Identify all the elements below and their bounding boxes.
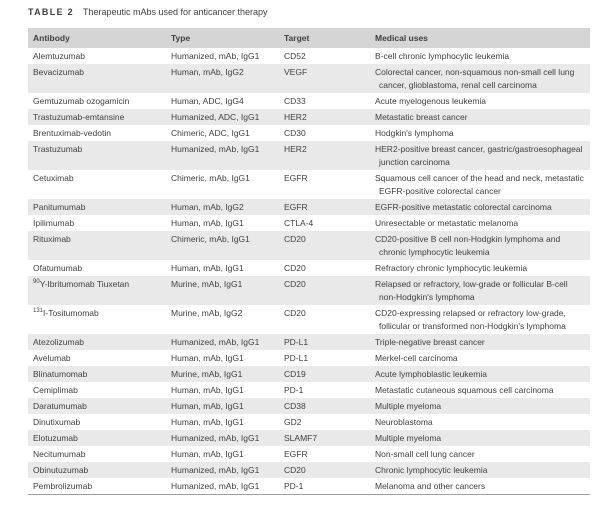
- antibody-cell: Panitumumab: [28, 199, 166, 215]
- type-cell: Human, mAb, IgG1: [171, 417, 244, 427]
- target-cell: GD2: [284, 417, 302, 427]
- table-row: [28, 215, 590, 231]
- table-row: [28, 260, 590, 276]
- antibody-cell: Alemtuzumab: [33, 51, 85, 61]
- table-row: [28, 109, 590, 125]
- uses-cell: Squamous cell cancer of the head and neck, metastatic EGFR-positive colorectal cancer: [375, 173, 584, 196]
- antibody-cell: Necitumumab: [33, 449, 86, 459]
- table-row: [28, 350, 590, 366]
- uses-cell: Relapsed or refractory, low-grade or follicular B-cell non-Hodgkin's lymphoma: [370, 276, 590, 305]
- antibody-cell: Cetuximab: [33, 173, 74, 183]
- header-row: [28, 28, 590, 48]
- target-cell: PD-L1: [279, 334, 370, 350]
- type-cell: Humanized, mAb, IgG1: [166, 462, 279, 478]
- table-row: [28, 48, 590, 64]
- table-row: [28, 382, 590, 398]
- table-row: [28, 141, 590, 170]
- uses-cell: Metastatic breast cancer: [370, 109, 590, 125]
- antibody-cell: $^{131}$I-Tositumomab: [33, 308, 99, 318]
- antibody-cell: $^{90}$Y-Ibritumomab Tiuxetan: [28, 276, 166, 305]
- target-cell: CD20: [284, 263, 306, 273]
- type-cell: Chimeric, mAb, IgG1: [166, 231, 279, 260]
- antibody-cell: Trastuzumab: [28, 141, 166, 170]
- target-cell: EGFR: [284, 449, 308, 459]
- target-cell: VEGF: [279, 64, 370, 93]
- target-cell: HER2: [279, 109, 370, 125]
- antibody-cell: Trastuzumab-emtansine: [28, 109, 166, 125]
- antibody-cell: Brentuximab-vedotin: [33, 128, 111, 138]
- antibody-cell: Gemtuzumab ozogamicin: [33, 96, 130, 106]
- antibody-cell: Daratumumab: [28, 398, 166, 414]
- type-cell: Human, mAb, IgG1: [171, 385, 244, 395]
- antibody-cell: Cemiplimab: [33, 385, 78, 395]
- type-cell: Humanized, mAb, IgG1: [166, 141, 279, 170]
- target-cell: CD20: [279, 276, 370, 305]
- type-cell: Humanized, mAb, IgG1: [166, 334, 279, 350]
- uses-cell: Neuroblastoma: [375, 417, 433, 427]
- type-cell: Humanized, mAb, IgG1: [171, 51, 260, 61]
- type-cell: Human, mAb, IgG2: [166, 199, 279, 215]
- table-row: [28, 414, 590, 430]
- type-cell: Humanized, mAb, IgG1: [166, 478, 279, 495]
- target-cell: SLAMF7: [279, 430, 370, 446]
- uses-cell: Merkel-cell carcinoma: [375, 353, 458, 363]
- antibody-cell: Ipilimumab: [33, 218, 75, 228]
- table-row: [28, 199, 590, 215]
- table-row: [28, 64, 590, 93]
- table-row: [28, 446, 590, 462]
- uses-cell: CD20-positive B cell non-Hodgkin lymphoma and chronic lymphocytic leukemia: [370, 231, 590, 260]
- target-cell: CD20: [279, 462, 370, 478]
- target-cell: CD20: [284, 308, 306, 318]
- table-row: [28, 366, 590, 382]
- table-row: [28, 276, 590, 305]
- isotope-superscript: 131: [33, 308, 44, 315]
- target-cell: EGFR: [279, 199, 370, 215]
- uses-cell: Unresectable or metastatic melanoma: [375, 218, 519, 228]
- type-cell: Human, mAb, IgG1: [171, 449, 244, 459]
- antibody-cell: Bevacizumab: [28, 64, 166, 93]
- table-row: [28, 231, 590, 260]
- type-cell: Humanized, ADC, IgG1: [166, 109, 279, 125]
- uses-cell: Acute myelogenous leukemia: [375, 96, 487, 106]
- uses-cell: CD20-expressing relapsed or refractory low-grade, follicular or transformed non-Hodgkin's lymphoma: [375, 308, 566, 331]
- table-row: [28, 170, 590, 199]
- table-row: [28, 430, 590, 446]
- uses-cell: Multiple myeloma: [370, 398, 590, 414]
- table-row: [28, 125, 590, 141]
- uses-cell: Non-small cell lung cancer: [375, 449, 475, 459]
- target-cell: PD-L1: [284, 353, 309, 363]
- target-cell: PD-1: [284, 385, 304, 395]
- antibody-cell: Avelumab: [33, 353, 71, 363]
- isotope-superscript: 90: [33, 279, 40, 286]
- type-cell: Humanized, mAb, IgG1: [166, 430, 279, 446]
- table-row: [28, 93, 590, 109]
- uses-cell: Hodgkin's lymphoma: [375, 128, 454, 138]
- type-cell: Murine, mAb, IgG1: [166, 276, 279, 305]
- table-row: [28, 334, 590, 350]
- uses-cell: B-cell chronic lymphocytic leukemia: [375, 51, 510, 61]
- table-number-label: TABLE 2: [28, 7, 74, 17]
- target-cell: CD52: [284, 51, 306, 61]
- type-cell: Human, mAb, IgG1: [171, 218, 244, 228]
- target-cell: PD-1: [279, 478, 370, 495]
- antibody-cell: Dinutixumab: [33, 417, 81, 427]
- table-row: [28, 305, 590, 334]
- uses-cell: EGFR-positive metastatic colorectal carcinoma: [370, 199, 590, 215]
- uses-cell: Colorectal cancer, non-squamous non-small cell lung cancer, glioblastoma, renal cell carcinoma: [370, 64, 590, 93]
- type-cell: Human, mAb, IgG1: [166, 398, 279, 414]
- table-body: [28, 48, 590, 495]
- table-row: [28, 398, 590, 414]
- uses-cell: HER2-positive breast cancer, gastric/gastroesophageal junction carcinoma: [370, 141, 590, 170]
- target-cell: CD20: [279, 231, 370, 260]
- table-title: [28, 6, 615, 18]
- antibody-cell: Pembrolizumab: [28, 478, 166, 495]
- target-cell: HER2: [279, 141, 370, 170]
- type-cell: Chimeric, ADC, IgG1: [171, 128, 250, 138]
- therapeutic-mabs-table: [28, 28, 590, 495]
- target-cell: CD38: [279, 398, 370, 414]
- target-cell: CD30: [284, 128, 306, 138]
- type-cell: Human, mAb, IgG2: [166, 64, 279, 93]
- type-cell: Human, mAb, IgG1: [171, 353, 244, 363]
- table-row: [28, 462, 590, 478]
- header-medical-uses: Medical uses: [370, 28, 590, 48]
- antibody-cell: Elotuzumab: [28, 430, 166, 446]
- type-cell: Chimeric, mAb, IgG1: [171, 173, 250, 183]
- antibody-cell: Obinutuzumab: [28, 462, 166, 478]
- uses-cell: Melanoma and other cancers: [370, 478, 590, 495]
- antibody-cell: Atezolizumab: [28, 334, 166, 350]
- type-cell: Human, ADC, IgG4: [171, 96, 244, 106]
- uses-cell: Refractory chronic lymphocytic leukemia: [375, 263, 528, 273]
- uses-cell: Acute lymphoblastic leukemia: [370, 366, 590, 382]
- target-cell: CD19: [279, 366, 370, 382]
- antibody-cell: Ofatumumab: [33, 263, 83, 273]
- table-header: [28, 28, 590, 48]
- antibody-cell: Rituximab: [28, 231, 166, 260]
- table-row: [28, 478, 590, 495]
- target-cell: CD33: [284, 96, 306, 106]
- uses-cell: Chronic lymphocytic leukemia: [370, 462, 590, 478]
- antibody-cell: Blinatumomab: [28, 366, 166, 382]
- type-cell: Human, mAb, IgG1: [171, 263, 244, 273]
- header-antibody: Antibody: [28, 28, 166, 48]
- uses-cell: Multiple myeloma: [370, 430, 590, 446]
- type-cell: Murine, mAb, IgG2: [171, 308, 243, 318]
- target-cell: EGFR: [284, 173, 308, 183]
- type-cell: Murine, mAb, IgG1: [166, 366, 279, 382]
- header-type: Type: [166, 28, 279, 48]
- target-cell: CTLA-4: [284, 218, 314, 228]
- table-caption: Therapeutic mAbs used for anticancer therapy: [82, 7, 268, 17]
- uses-cell: Metastatic cutaneous squamous cell carcinoma: [375, 385, 554, 395]
- header-target: Target: [279, 28, 370, 48]
- uses-cell: Triple-negative breast cancer: [370, 334, 590, 350]
